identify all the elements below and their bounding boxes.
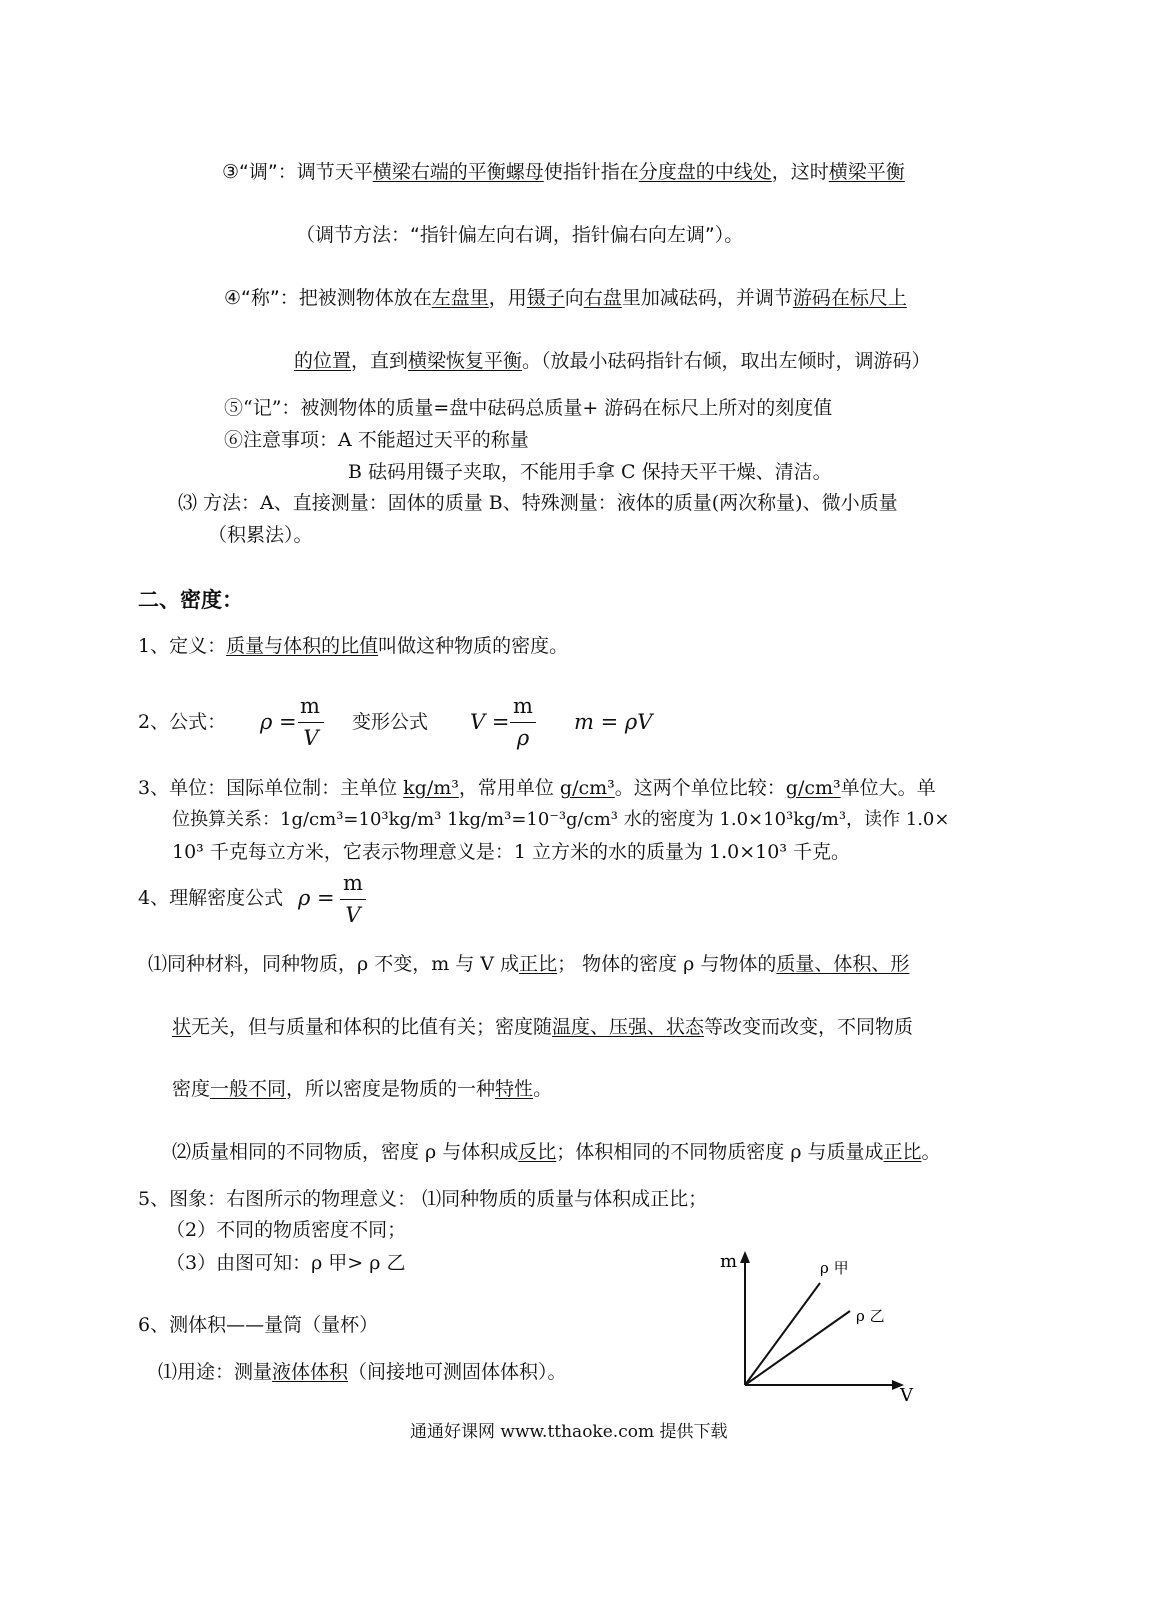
graph-meaning-line-3: （3）由图可知：ρ 甲> ρ 乙 [166, 1252, 406, 1274]
underlined-term: 的位置 [294, 350, 352, 372]
volume-usage-line [158, 1360, 567, 1384]
point-1-line-3 [172, 1077, 552, 1101]
formula-2-lhs: V = [470, 710, 510, 734]
understand-formula-label: 4、理解密度公式 [138, 887, 284, 909]
understand-formula-numerator: m [343, 871, 363, 895]
line-yi [745, 1311, 850, 1385]
method-line: ⑶ 方法：A、直接测量：固体的质量 B、特殊测量：液体的质量(两次称量)、微小质量 [178, 492, 898, 514]
text: 向 [564, 287, 584, 309]
text: ；体积相同的不同物质密度 ρ 与质量成 [556, 1141, 884, 1163]
underlined-term: 镊子 [526, 287, 565, 309]
underlined-term: 左盘里 [431, 287, 489, 309]
formula-1-lhs: ρ = [260, 710, 297, 734]
text: ，用 [488, 287, 527, 309]
formula-2-denominator: ρ [516, 726, 530, 750]
x-axis-label: V [900, 1385, 913, 1405]
units-line-2: 位换算关系：1g/cm³=10³kg/m³ 1kg/m³=10⁻³g/cm³ 水的密度为 1.0×10³kg/m³，读作 1.0× [172, 809, 950, 830]
formula-1-denominator: V [303, 726, 319, 750]
underlined-term: 正比 [519, 953, 558, 975]
text: ，常用单位 [458, 777, 554, 799]
formula-1-numerator: m [300, 694, 320, 718]
method-line-2: （积累法）。 [208, 524, 313, 546]
definition-line [138, 634, 568, 658]
text: 等改变而改变，不同物质 [704, 1016, 914, 1038]
text: 单位大。单 [840, 777, 936, 799]
text: 。 [921, 1141, 941, 1163]
text: ； 物体的密度 ρ 与物体的 [557, 953, 777, 975]
page-footer: 通通好课网 www.tthaoke.com 提供下载 [410, 1422, 728, 1442]
y-axis-label: m [720, 1251, 738, 1272]
text: ，所以密度是物质的一种 [286, 1078, 496, 1100]
underlined-term: 特性 [495, 1078, 534, 1100]
adjust-method-line: （调节方法：“指针偏左向右调，指针偏右向左调”）。 [296, 224, 744, 246]
underlined-term: 正比 [883, 1141, 922, 1163]
point-1-line-2 [172, 1015, 913, 1039]
underlined-term: 质量、体积、形 [776, 953, 910, 975]
line-jia [745, 1283, 820, 1385]
understand-formula-bar [340, 899, 366, 900]
underlined-term: g/cm³ [559, 777, 615, 799]
line-yi-label: ρ 乙 [856, 1307, 885, 1325]
underlined-term: 横梁平衡 [828, 161, 905, 183]
text: 1、定义： [138, 635, 227, 657]
formula-label: 2、公式： [138, 711, 227, 733]
text: 叫做这种物质的密度。 [378, 635, 569, 657]
text: 3、单位：国际单位制：主单位 [138, 777, 398, 799]
underlined-term: 横梁右端的平衡螺母 [372, 161, 544, 183]
point-2-line [172, 1140, 941, 1164]
section-heading-density: 二、密度： [138, 588, 243, 612]
underlined-term: g/cm³ [785, 777, 841, 799]
understand-formula-denominator: V [345, 903, 361, 927]
notes-line: ⑥注意事项：A 不能超过天平的称量 [224, 429, 529, 451]
text: 。 [533, 1078, 553, 1100]
text: 使指针指在 [543, 161, 639, 183]
units-line [138, 776, 936, 800]
step-weigh-line [224, 286, 907, 310]
understand-formula-lhs: ρ = [298, 886, 335, 910]
text: 里加减砝码，并调节 [621, 287, 793, 309]
underlined-term: 反比 [518, 1141, 557, 1163]
text: 。这两个单位比较： [614, 777, 786, 799]
formula-2-bar [510, 722, 536, 723]
notes-line-2: B 砝码用镊子夹取，不能用手拿 C 保持天平干燥、清洁。 [348, 461, 832, 483]
formula-variant-label: 变形公式 [352, 711, 429, 733]
underlined-term: 分度盘的中线处 [638, 161, 772, 183]
formula-3: m = ρV [574, 710, 653, 734]
underlined-term: 状 [172, 1016, 192, 1038]
text: ⑵质量相同的不同物质，密度 ρ 与体积成 [172, 1141, 519, 1163]
volume-heading: 6、测体积——量筒（量杯） [138, 1314, 379, 1336]
formula-1-bar [298, 722, 324, 723]
y-axis-arrow [740, 1251, 750, 1263]
underlined-term: 游码在标尺上 [792, 287, 907, 309]
underlined-term: 液体体积 [272, 1361, 349, 1383]
text: ⑴同种材料，同种物质，ρ 不变，m 与 V 成 [148, 953, 520, 975]
text: ③“调”：调节天平 [222, 161, 373, 183]
text: ，这时 [771, 161, 829, 183]
step-weigh-line-2 [294, 349, 931, 373]
text: 无关，但与质量和体积的比值有关；密度随 [191, 1016, 553, 1038]
formula-2-numerator: m [513, 694, 533, 718]
underlined-term: 温度、压强、状态 [552, 1016, 705, 1038]
graph-meaning-line-2: （2）不同的物质密度不同； [166, 1219, 407, 1241]
text: 。（放最小砝码指针右倾，取出左倾时，调游码） [522, 350, 931, 372]
text: ⑴用途：测量 [158, 1361, 273, 1383]
underlined-term: 质量与体积的比值 [226, 635, 379, 657]
step-record-line: ⑤“记”：被测物体的质量=盘中砝码总质量+ 游码在标尺上所对的刻度值 [224, 397, 833, 419]
underlined-term: 一般不同 [210, 1078, 287, 1100]
step-adjust-line [222, 160, 905, 184]
line-jia-label: ρ 甲 [820, 1259, 849, 1277]
underlined-term: kg/m³ [403, 777, 459, 799]
units-line-3: 10³ 千克每立方米，它表示物理意义是：1 立方米的水的质量为 1.0×10³ 千克。 [172, 841, 850, 863]
underlined-term: 右盘 [583, 287, 622, 309]
text: ④“称”：把被测物体放在 [224, 287, 432, 309]
mass-volume-graph [710, 1245, 930, 1405]
point-1-line [148, 952, 909, 976]
text: 密度 [172, 1078, 211, 1100]
text: ，直到 [351, 350, 409, 372]
underlined-term: 横梁恢复平衡 [408, 350, 523, 372]
text: （间接地可测固体体积）。 [348, 1361, 567, 1383]
graph-meaning-line: 5、图象：右图所示的物理意义： ⑴同种物质的质量与体积成正比； [138, 1188, 708, 1210]
